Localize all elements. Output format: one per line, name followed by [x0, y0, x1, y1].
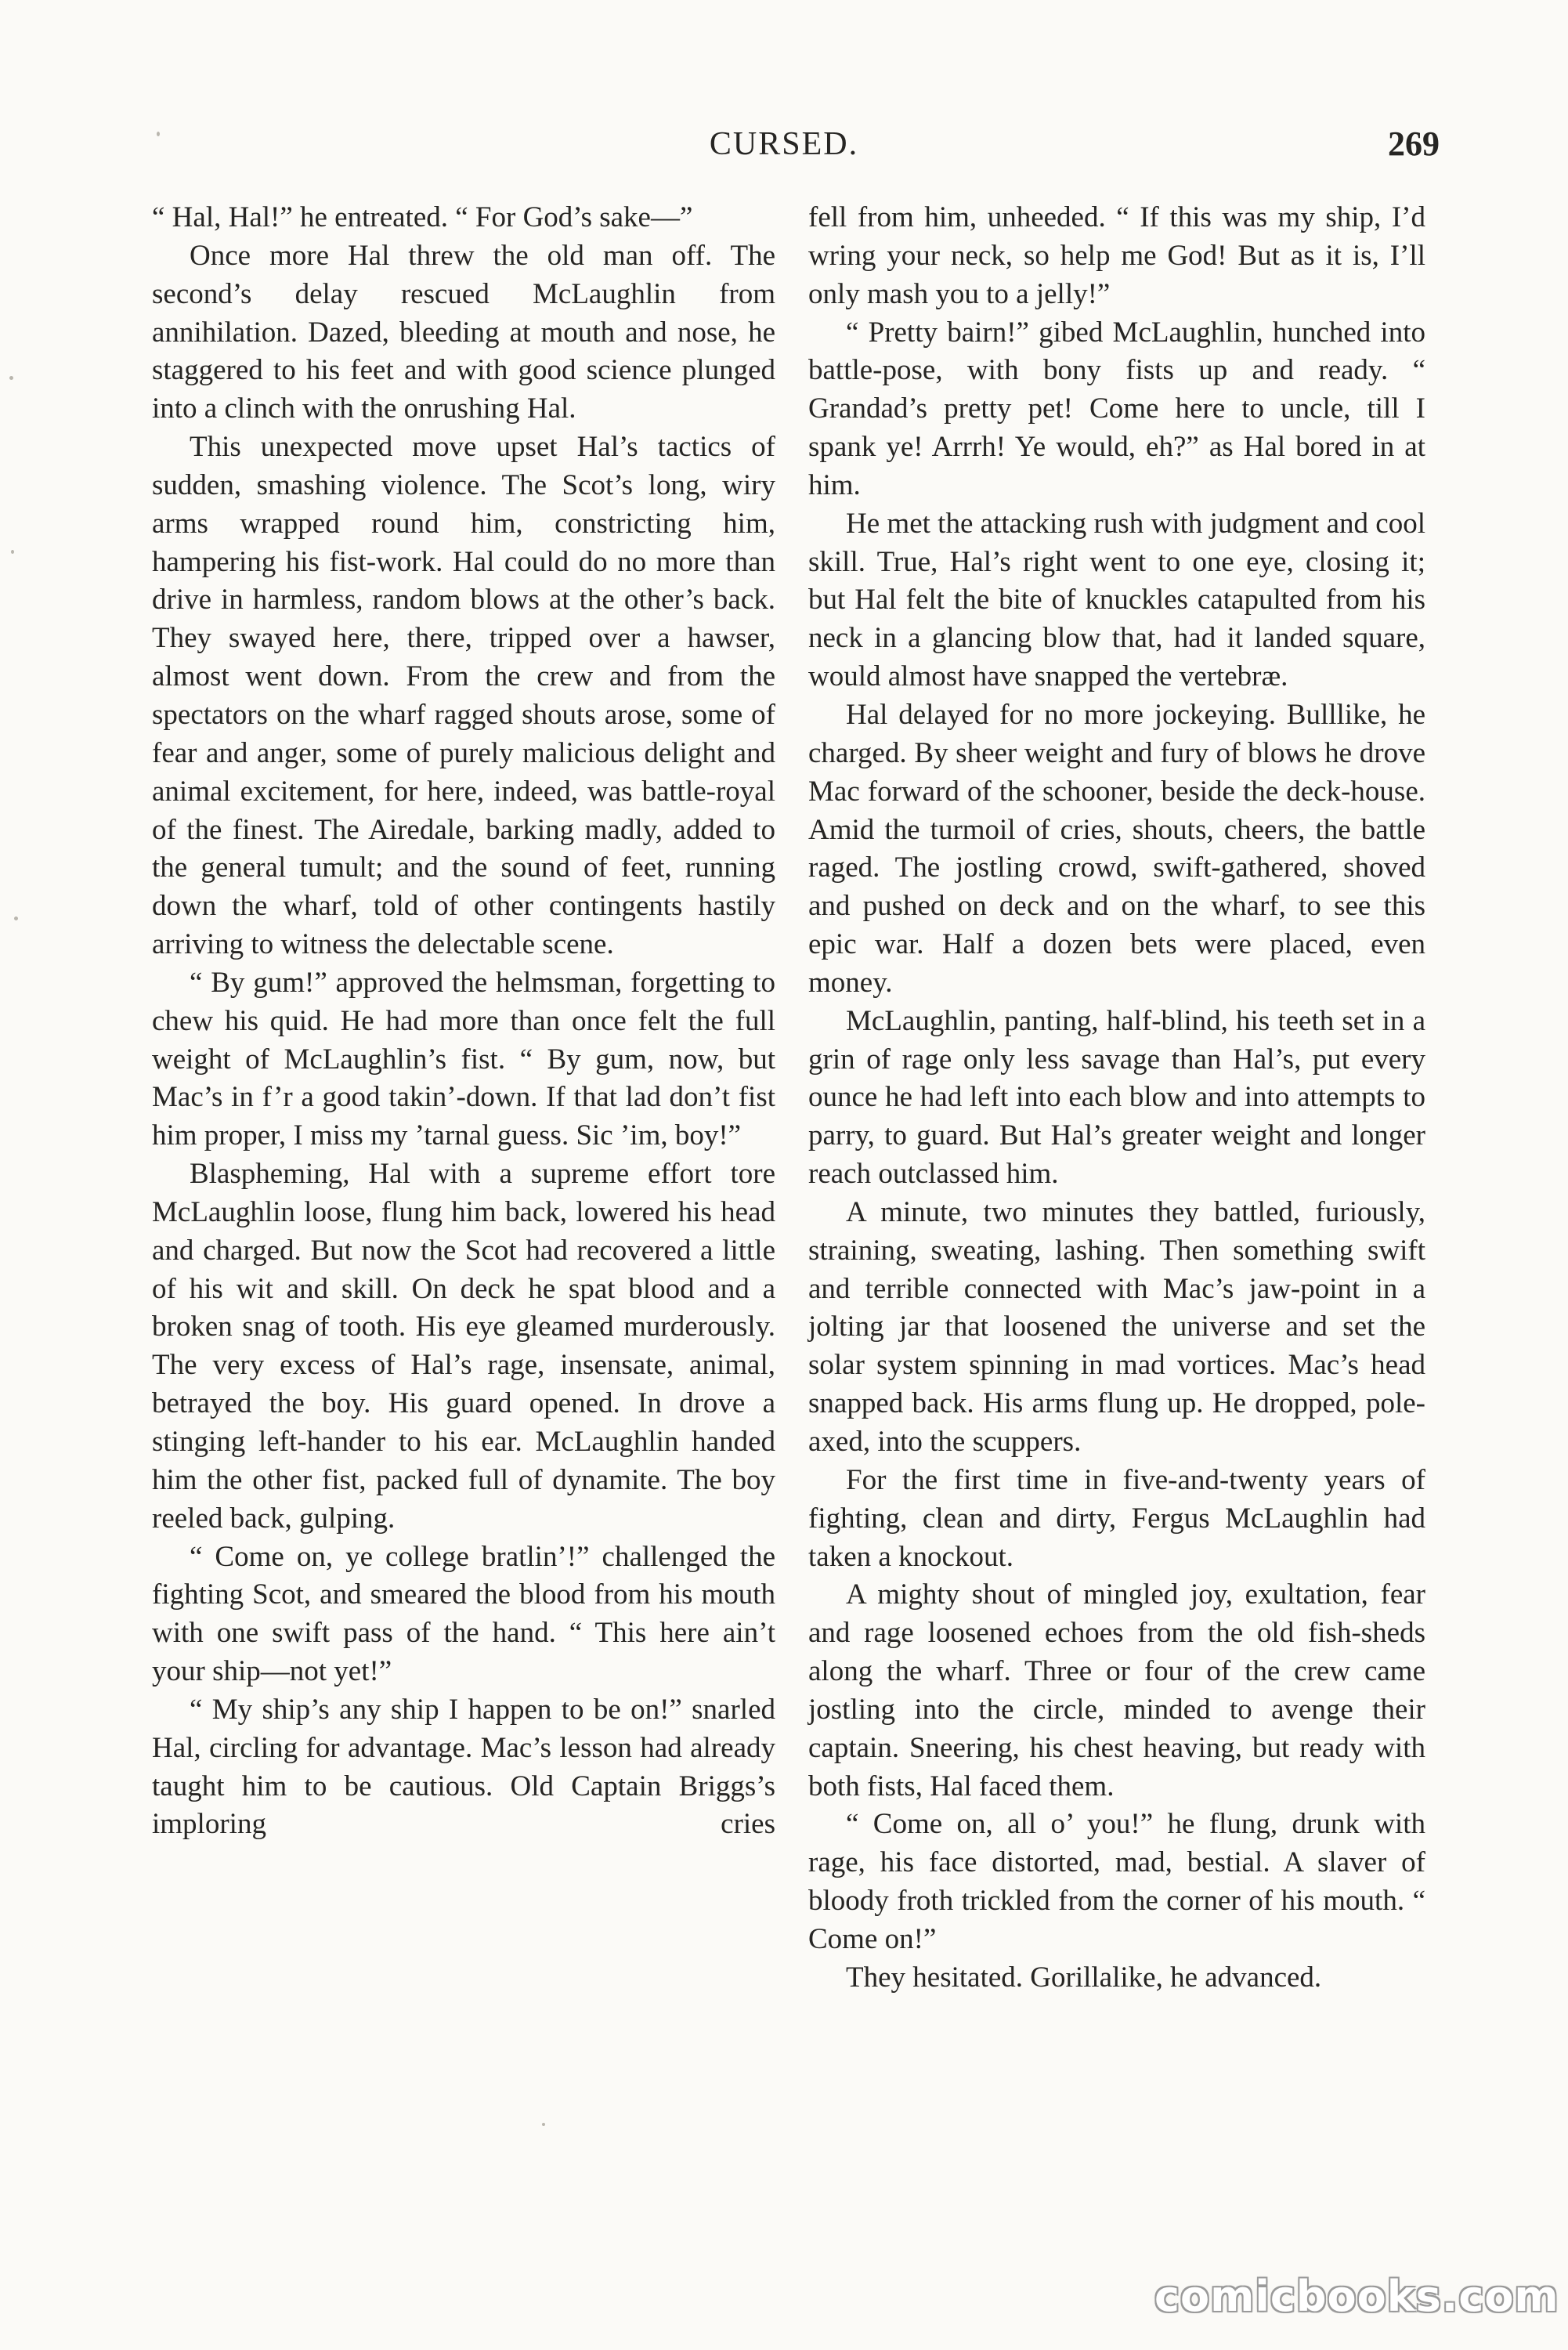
print-speck	[11, 550, 14, 554]
page-number: 269	[1388, 125, 1440, 163]
paragraph: He met the attacking rush with judgment and cool skill. True, Hal’s right went to one eye, closing it; but Hal felt the bite of knuckles catapulted from his neck in a glancing blow that, had it landed square, would almost have snapped the vertebræ.	[808, 507, 1425, 693]
paragraph: “ Come on, ye college bratlin’!” challenged the fighting Scot, and smeared the blood from his mouth with one swift pass of the hand. “ This here ain’t your ship—not yet!”	[152, 1540, 775, 1688]
paragraph: Once more Hal threw the old man off. The second’s delay rescued McLaughlin from annihilation. Dazed, bleeding at mouth and nose, he staggered to his feet and with good science plunged into a clinch with the onrushing Hal.	[152, 239, 775, 425]
paragraph-continued: fell from him, unheeded. “ If this was my ship, I’d wring your neck, so help me God! But as it is, I’ll only mash you to a jelly!”	[808, 201, 1425, 310]
print-speck	[9, 376, 13, 380]
paragraph: Blaspheming, Hal with a supreme effort tore McLaughlin loose, flung him back, lowered his head and charged. But now the Scot had recovered a little of his wit and skill. On deck he spat blood and a broken snag of tooth. His eye gleamed murderously. The very excess of Hal’s rage, insensate, animal, betrayed the boy. His guard opened. In drove a stinging left-hander to his ear. McLaughlin handed him the other fist, packed full of dynamite. The boy reeled back, gulping.	[152, 1158, 775, 1535]
left-text-column	[152, 199, 775, 2220]
paragraph: This unexpected move upset Hal’s tactics of sudden, smashing violence. The Scot’s long, wiry arms wrapped round him, constricting him, hampering his fist-work. Hal could do no more than drive in harmless, random blows at the other’s back. They swayed here, there, tripped over a hawser, almost went down. From the crew and from the spectators on the wharf ragged shouts arose, some of fear and anger, some of purely malicious delight and animal excitement, for here, indeed, was battle-royal of the finest. The Airedale, barking madly, added to the general tumult; and the sound of feet, running down the wharf, told of other contingents hastily arriving to witness the delectable scene.	[152, 431, 775, 961]
print-speck	[14, 916, 18, 920]
running-title: CURSED.	[709, 126, 859, 162]
paragraph: “ Hal, Hal!” he entreated. “ For God’s sake—”	[152, 201, 693, 233]
paragraph: For the first time in five-and-twenty years of fighting, clean and dirty, Fergus McLaughlin had taken a knockout.	[808, 1463, 1425, 1573]
right-text-column	[808, 199, 1425, 2220]
paragraph: Hal delayed for no more jockeying. Bulllike, he charged. By sheer weight and fury of blows he drove Mac forward of the schooner, beside the deck-house. Amid the turmoil of cries, shouts, cheers, the battle raged. The jostling crowd, swift-gathered, shoved and pushed on deck and on the wharf, to see this epic war. Half a dozen bets were placed, even money.	[808, 698, 1425, 999]
watermark-logo: comicbooks.com	[1154, 2272, 1559, 2321]
paragraph: “ By gum!” approved the helmsman, forgetting to chew his quid. He had more than once felt the full weight of McLaughlin’s fist. “ By gum, now, but Mac’s in f’r a good takin’-down. If that lad don’t fist him proper, I miss my ’tarnal guess. Sic ’im, boy!”	[152, 966, 775, 1152]
paragraph: “ Pretty bairn!” gibed McLaughlin, hunched into battle-pose, with bony fists up and ready. “ Grandad’s pretty pet! Come here to uncle, till I spank ye! Arrrh! Ye would, eh?” as Hal bored in at him.	[808, 316, 1425, 501]
paragraph: “ Come on, all o’ you!” he flung, drunk with rage, his face distorted, mad, bestial. A slaver of bloody froth trickled from the corner of his mouth. “ Come on!”	[808, 1808, 1425, 1955]
paragraph: They hesitated. Gorillalike, he advanced.	[846, 1961, 1322, 1994]
paragraph: “ My ship’s any ship I happen to be on!” snarled Hal, circling for advantage. Mac’s lesson had already taught him to be cautious. Old Captain Briggs’s imploring cries	[152, 1693, 775, 1841]
paragraph: A mighty shout of mingled joy, exultation, fear and rage loosened echoes from the old fish-sheds along the wharf. Three or four of the crew came jostling into the circle, minded to avenge their captain. Sneering, his chest heaving, but ready with both fists, Hal faced them.	[808, 1578, 1425, 1802]
paragraph: A minute, two minutes they battled, furiously, straining, sweating, lashing. Then something swift and terrible connected with Mac’s jaw-point in a jolting jar that loosened the universe and set the solar system spinning in mad vortices. Mac’s head snapped back. His arms flung up. He dropped, pole-axed, into the scuppers.	[808, 1195, 1425, 1458]
paragraph: McLaughlin, panting, half-blind, his teeth set in a grin of rage only less savage than Hal’s, put every ounce he had left into each blow and into attempts to parry, to guard. But Hal’s greater weight and longer reach outclassed him.	[808, 1004, 1425, 1191]
